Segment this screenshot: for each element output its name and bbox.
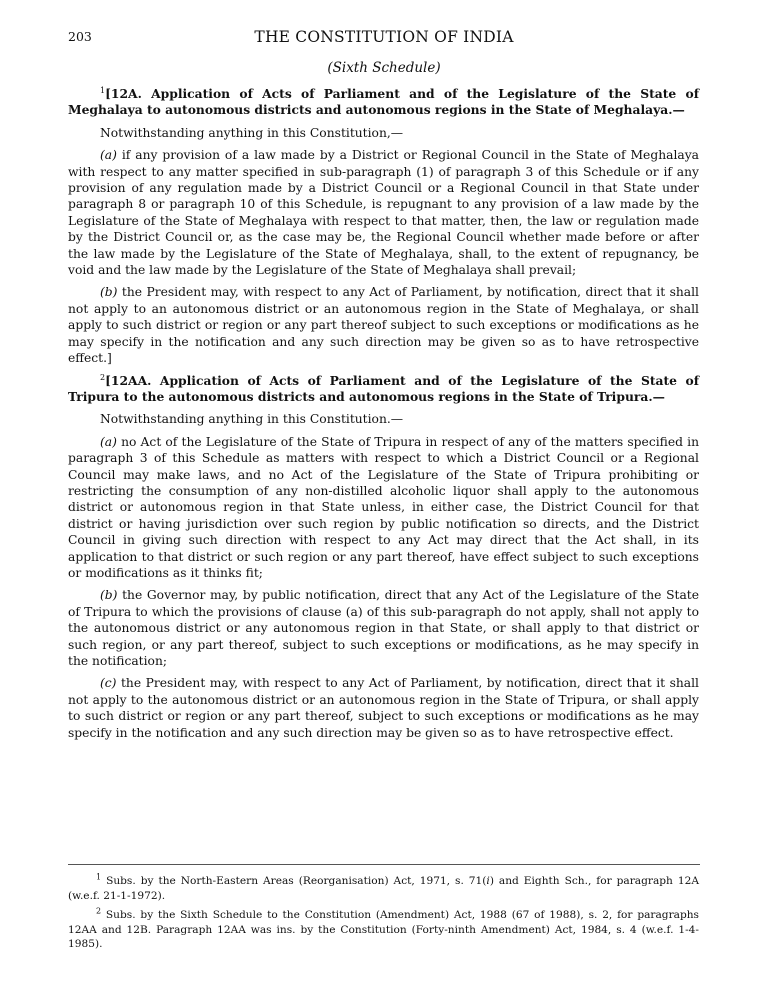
footnote-marker: 1 bbox=[100, 85, 106, 95]
document-body bbox=[68, 86, 699, 747]
clause-text: the President may, with respect to any Act of Parliament, by notification, direct that it shall not apply to the autonomous district or an autonomous region in the State of Tripura, or shall apply to such district or region or any part thereof, subject to such exceptions or modifications as he may specify in the notification and any such direction may be given so as to have retrospective effect. bbox=[68, 676, 699, 740]
footnote bbox=[68, 908, 699, 952]
section-heading-12a bbox=[68, 86, 699, 119]
footnote-number: 2 bbox=[96, 906, 102, 916]
section-heading-12aa bbox=[68, 373, 699, 406]
running-title: THE CONSTITUTION OF INDIA bbox=[254, 28, 514, 46]
footnote-divider bbox=[68, 864, 700, 865]
footnote-text: Subs. by the Sixth Schedule to the Constitution (Amendment) Act, 1988 (67 of 1988), s. 2, for paragraphs 12AA and 12B. Paragraph 12AA was ins. by the Constitution (Forty-ninth Amendment) Act, 1984, s. 4 (w.e.f. 1-4-1985). bbox=[68, 909, 699, 951]
footnote-text: Subs. by the North-Eastern Areas (Reorganisation) Act, 1971, s. 71( bbox=[101, 875, 487, 887]
clause-paragraph bbox=[68, 284, 699, 366]
schedule-subtitle: (Sixth Schedule) bbox=[327, 60, 441, 76]
clause-label: (a) bbox=[100, 434, 117, 449]
footnote-text: ) and Eighth Sch., for paragraph 12A (w.e.f. 21-1-1972). bbox=[68, 875, 699, 902]
clause-label: (b) bbox=[100, 588, 118, 603]
section-intro: Notwithstanding anything in this Constitution.— bbox=[100, 412, 404, 427]
section-heading-text: [12A. Application of Acts of Parliament and of the Legislature of the State of Meghalaya to autonomous districts and autonomous regions in the State of Meghalaya.— bbox=[68, 86, 699, 118]
clause-text: if any provision of a law made by a District or Regional Council in the State of Meghalaya with respect to any matter specified in sub-paragraph (1) of paragraph 3 of this Schedule or if any provision of any regulation made by a District Council or a Regional Council in that State under paragraph 8 or paragraph 10 of this Schedule, is repugnant to any provision of a law made by the Legislature of the State of Meghalaya with respect to that matter, then, the law or regulation made by the District Council or, as the case may be, the Regional Council whether made before or after the law made by the Legislature of the State of Meghalaya, shall, to the extent of repugnancy, be void and the law made by the Legislature of the State of Meghalaya shall prevail; bbox=[68, 148, 699, 278]
footnote-italic: i bbox=[486, 875, 490, 887]
footnote-marker: 2 bbox=[100, 372, 106, 382]
clause-paragraph bbox=[68, 147, 699, 278]
clause-paragraph bbox=[68, 587, 699, 669]
clause-text: no Act of the Legislature of the State of Tripura in respect of any of the matters specified in paragraph 3 of this Schedule as matters with respect to which a District Council or a Regional Council may make laws, and no Act of the Legislature of the State of Tripura prohibiting or restricting the consumption of any non-distilled alcoholic liquor shall apply to the autonomous district or autonomous region in that State unless, in either case, the District Council for that district or having jurisdiction over such region by public notification so directs, and the District Council in giving such direction with respect to any Act may direct that the Act shall, in its application to that district or such region or any part thereof, have effect subject to such exceptions or modifications as it thinks fit; bbox=[68, 434, 699, 580]
page-number: 203 bbox=[68, 29, 92, 44]
clause-label: (c) bbox=[100, 676, 117, 691]
section-intro: Notwithstanding anything in this Constitution,— bbox=[100, 125, 404, 140]
clause-text: the Governor may, by public notification, direct that any Act of the Legislature of the State of Tripura to which the provisions of clause (a) of this sub-paragraph do not apply, shall not apply to the autonomous district or any autonomous region in that State, or shall apply to that district or such region, or any part thereof, subject to such exceptions or modifications, as he may specify in the notification; bbox=[68, 588, 699, 668]
clause-label: (b) bbox=[100, 285, 118, 300]
clause-label: (a) bbox=[100, 148, 117, 163]
clause-paragraph bbox=[68, 675, 699, 741]
footnote-number: 1 bbox=[96, 872, 102, 882]
section-heading-text: [12AA. Application of Acts of Parliament and of the Legislature of the State of Tripura to the autonomous districts and autonomous regions in the State of Tripura.— bbox=[68, 372, 699, 404]
footnote bbox=[68, 874, 699, 903]
clause-paragraph bbox=[68, 434, 699, 582]
footnotes bbox=[68, 874, 699, 957]
clause-text: the President may, with respect to any Act of Parliament, by notification, direct that it shall not apply to an autonomous district or an autonomous region in the State of Meghalaya, or shall apply to such district or region or any part thereof subject to such exceptions or modifications as he may specify in the notification and any such direction may be given so as to have retrospective effect.] bbox=[68, 285, 699, 366]
